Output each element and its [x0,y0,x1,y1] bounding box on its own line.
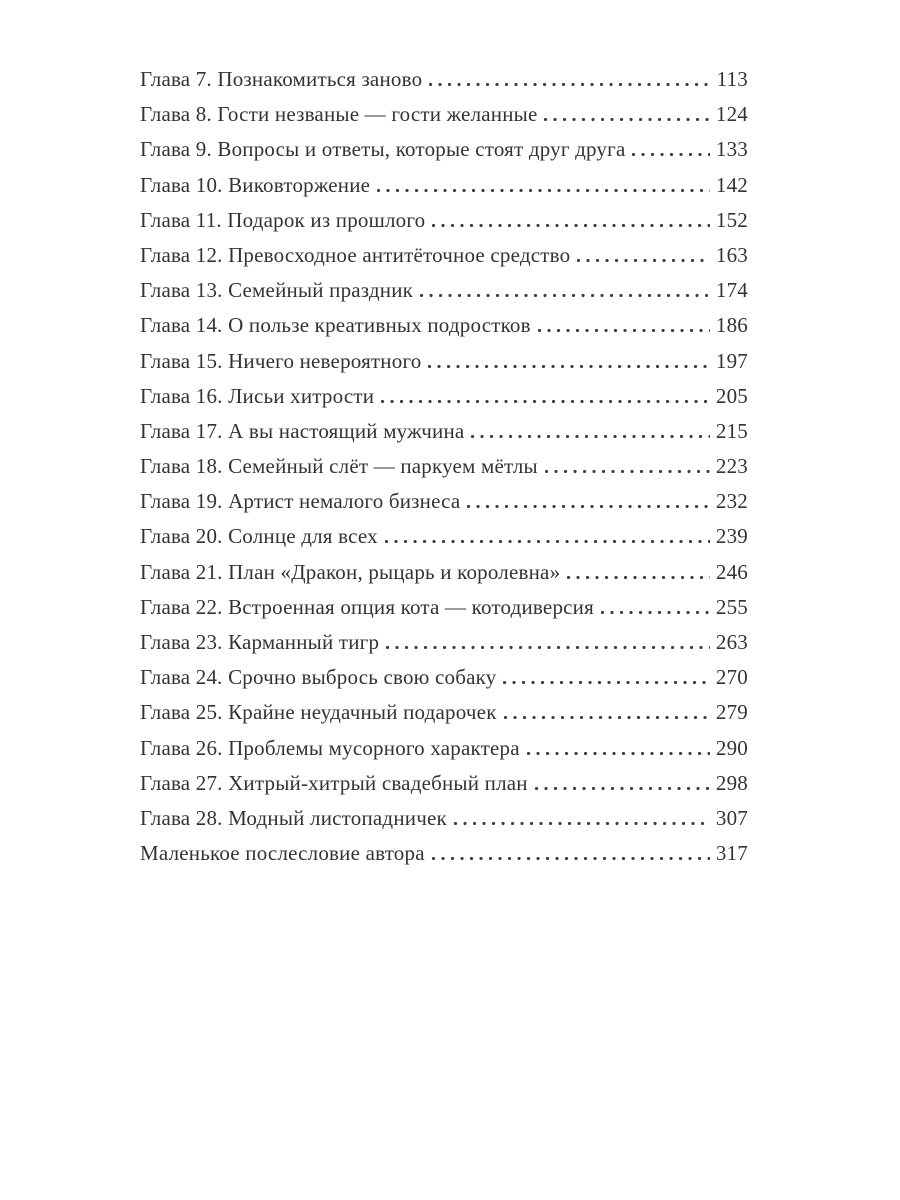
toc-entry-page-number: 317 [715,841,748,866]
toc-entry-page-number: 270 [715,665,748,690]
toc-entry-page-number: 290 [715,735,748,760]
toc-entry-page-number: 263 [715,630,748,654]
toc-entry-page-number: 152 [715,207,748,232]
toc-entry [140,238,748,273]
toc-entry-page-number: 142 [715,172,748,197]
dot-leader [386,646,710,649]
toc-entry [140,731,748,766]
toc-entry-label: Глава 15. Ничего невероятного [140,348,422,373]
toc-entry-label: Глава 20. Солнце для всех [140,524,378,549]
toc-entry-label: Глава 27. Хитрый-хитрый свадебный план [140,770,528,795]
toc-entry-label: Глава 7. Познакомиться заново [140,67,423,91]
toc-entry-label: Глава 24. Срочно выбрось свою собаку [140,665,497,690]
toc-entry [140,625,748,660]
toc-entry [140,203,748,238]
toc-entry [140,273,748,308]
toc-entry [140,308,748,343]
toc-entry-label: Глава 17. А вы настоящий мужчина [140,418,465,443]
toc-entry [140,344,748,379]
toc-entry-page-number: 279 [715,700,748,725]
toc-entry-page-number: 186 [715,313,748,338]
toc-entry-label: Глава 8. Гости незваные — гости желанные [140,102,538,127]
dot-leader [527,752,710,755]
toc-entry-page-number: 246 [715,559,748,584]
dot-leader [454,822,710,825]
toc-entry-page-number: 215 [715,418,748,443]
dot-leader [567,576,710,579]
toc-entry-page-number: 307 [715,805,748,830]
dot-leader [577,259,710,262]
toc-entry [140,766,748,801]
toc-entry [140,519,748,554]
toc-entry [140,590,748,625]
toc-entry-label: Глава 12. Превосходное антитёточное средство [140,242,571,267]
toc-entry-label: Глава 13. Семейный праздник [140,278,414,303]
dot-leader [467,505,709,508]
toc-entry-page-number: 205 [715,383,748,408]
toc-entry [140,168,748,203]
toc-entry [140,97,748,132]
toc-entry-page-number: 163 [715,242,748,267]
toc-entry-page-number: 232 [715,489,748,514]
toc-entry-label: Глава 25. Крайне неудачный подарочек [140,700,497,725]
toc-entry [140,555,748,590]
toc-entry-page-number: 113 [716,67,748,91]
toc-entry-label: Глава 22. Встроенная опция кота — котодиверсия [140,594,594,619]
toc-entry-label: Глава 9. Вопросы и ответы, которые стоят друг друга [140,137,626,162]
toc-entry [140,449,748,484]
toc-entry-label: Глава 14. О пользе креативных подростков [140,313,531,338]
toc-entry-label: Глава 16. Лисьи хитрости [140,383,375,408]
dot-leader [432,224,710,227]
dot-leader [432,857,710,860]
toc-entry [140,62,748,97]
dot-leader [377,189,710,192]
dot-leader [503,681,709,684]
toc-entry-page-number: 124 [715,102,748,127]
toc-entry [140,379,748,414]
table-of-contents [140,62,748,871]
dot-leader [535,787,710,790]
toc-entry [140,801,748,836]
toc-entry-label: Глава 21. План «Дракон, рыцарь и королевна» [140,559,561,584]
toc-entry-page-number: 174 [715,278,748,303]
toc-entry-page-number: 298 [715,770,748,795]
toc-entry [140,660,748,695]
toc-entry [140,484,748,519]
dot-leader [381,400,710,403]
toc-entry-page-number: 255 [715,594,748,619]
dot-leader [632,153,709,156]
dot-leader [544,118,709,121]
toc-entry [140,695,748,730]
toc-entry-label: Глава 10. Виковторжение [140,172,371,197]
toc-entry [140,836,748,871]
dot-leader [471,435,709,438]
toc-entry [140,414,748,449]
toc-entry-label: Маленькое послесловие автора [140,841,425,866]
dot-leader [538,329,710,332]
toc-entry-page-number: 223 [715,454,748,479]
toc-entry-label: Глава 11. Подарок из прошлого [140,207,426,232]
dot-leader [545,470,710,473]
dot-leader [601,611,710,614]
dot-leader [504,716,710,719]
toc-entry-label: Глава 23. Карманный тигр [140,630,380,654]
toc-entry-label: Глава 18. Семейный слёт — паркуем мётлы [140,454,538,479]
toc-entry-label: Глава 19. Артист немалого бизнеса [140,489,461,514]
toc-entry-page-number: 239 [715,524,748,549]
toc-entry-page-number: 133 [715,137,748,162]
toc-entry-label: Глава 26. Проблемы мусорного характера [140,735,520,760]
toc-entry-page-number: 197 [715,348,748,373]
dot-leader [420,294,710,297]
dot-leader [428,365,709,368]
toc-entry [140,132,748,167]
toc-entry-label: Глава 28. Модный листопадничек [140,805,447,830]
dot-leader [429,83,710,86]
dot-leader [385,540,710,543]
